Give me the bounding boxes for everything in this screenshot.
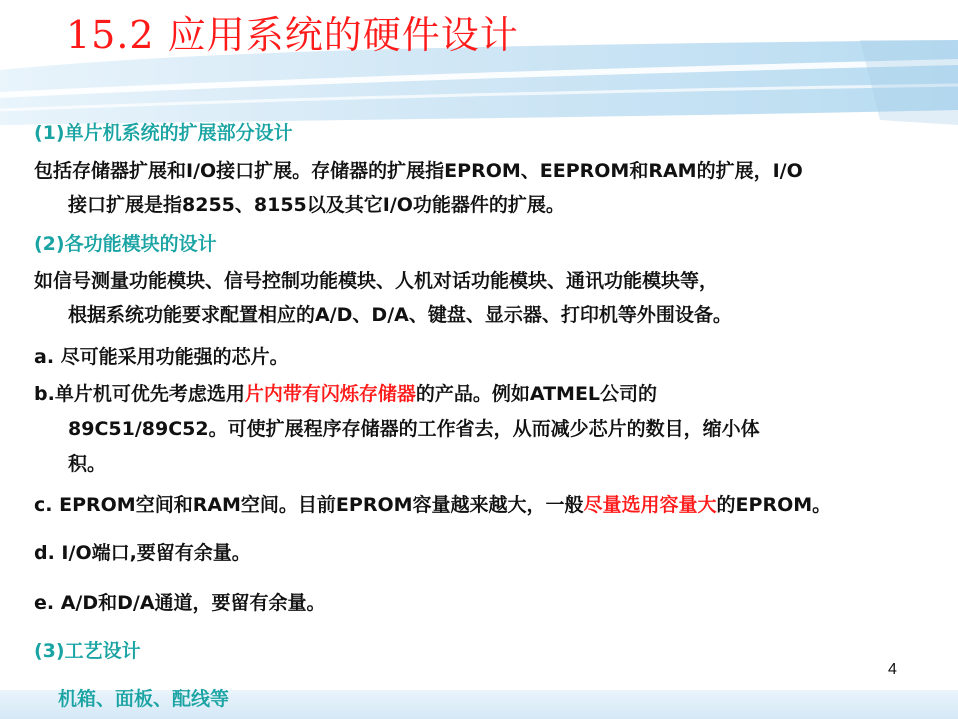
list-item-b-text-tail: 的产品。例如ATMEL公司的 [415, 383, 658, 405]
list-item-c-emphasis: 尽量选用容量大 [583, 494, 717, 516]
list-item-b-emphasis: 片内带有闪烁存储器 [244, 383, 416, 405]
list-item-b-line-3: 积。 [68, 453, 107, 475]
list-item-b-line-2: 89C51/89C52。可使扩展程序存储器的工作省去，从而减少芯片的数目，缩小体 [68, 418, 760, 440]
section-heading-3: (3)工艺设计 [34, 640, 141, 662]
slide-title: 15.2 应用系统的硬件设计 [66, 13, 519, 57]
list-item-c-text: c. EPROM空间和RAM空间。目前EPROM容量越来越大，一般 [34, 494, 584, 516]
section-3-text-line-1: 机箱、面板、配线等 [58, 688, 230, 710]
section-heading-1: (1)单片机系统的扩展部分设计 [34, 122, 293, 144]
list-item-b-text: b.单片机可优先考虑选用 [34, 383, 245, 405]
page-number: 4 [888, 661, 897, 678]
list-item-d: d. I/O端口,要留有余量。 [34, 542, 251, 564]
list-item-a: a. 尽可能采用功能强的芯片。 [34, 346, 289, 368]
list-item-e: e. A/D和D/A通道，要留有余量。 [34, 592, 326, 614]
section-2-text-line-1: 如信号测量功能模块、信号控制功能模块、人机对话功能模块、通讯功能模块等， [34, 270, 719, 292]
section-1-text-line-1: 包括存储器扩展和I/O接口扩展。存储器的扩展指EPROM、EEPROM和RAM的扩展，I/O [34, 160, 803, 182]
list-item-c [34, 490, 831, 517]
list-item-b [34, 379, 657, 406]
list-item-c-text-tail: 的EPROM。 [716, 494, 832, 516]
section-2-text-line-2: 根据系统功能要求配置相应的A/D、D/A、键盘、显示器、打印机等外围设备。 [68, 304, 732, 326]
section-heading-2: (2)各功能模块的设计 [34, 233, 217, 255]
section-1-text-line-2: 接口扩展是指8255、8155以及其它I/O功能器件的扩展。 [68, 194, 565, 216]
